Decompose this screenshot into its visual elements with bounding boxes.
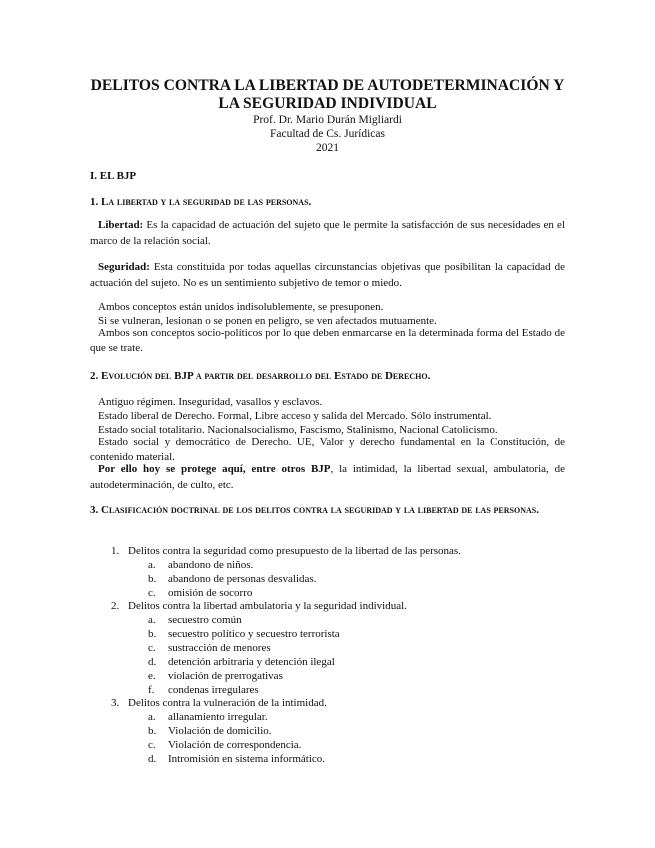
sublist-item (0, 558, 655, 572)
concepts-line-2: Si se vulneran, lesionan o se ponen en peligro, se ven afectados mutuamente. (98, 315, 437, 327)
evolution-bold-lead: Por ello hoy se protege aquí, entre otros BJP (98, 463, 331, 475)
evolution-line-4: Estado social y democrático de Derecho. UE, Valor y derecho fundamental en la Constitución, de contenido material. (90, 436, 565, 463)
sublist-item (0, 752, 655, 766)
sublist-item-letter: c. (148, 642, 156, 654)
sublist-item-letter: d. (148, 753, 157, 765)
sublist-item (0, 613, 655, 627)
list-item-text: Delitos contra la vulneración de la intimidad. (128, 697, 327, 709)
subsection-heading-number: 1. (90, 196, 101, 208)
evolution-line-1: Antiguo régimen. Inseguridad, vasallos y esclavos. (98, 396, 323, 408)
section-heading: I. EL BJP (90, 170, 137, 182)
sublist-item-text: omisión de socorro (168, 587, 253, 599)
list-item (0, 696, 655, 710)
concepts-line-3: Ambos son conceptos socio-políticos por lo que deben enmarcarse en la determinada forma del Estado de que se trate. (90, 327, 565, 354)
list-item (0, 599, 655, 613)
sublist-item-text: detención arbitraria y detención ilegal (168, 656, 335, 668)
list-item-text: Delitos contra la seguridad como presupuesto de la libertad de las personas. (128, 545, 461, 557)
sublist-item-letter: a. (148, 614, 156, 626)
sublist-item-letter: a. (148, 711, 156, 723)
subsection-heading-text: Evolución del BJP a partir del desarrollo del Estado de Derecho. (101, 370, 431, 382)
document-title-line1: DELITOS CONTRA LA LIBERTAD DE AUTODETERMINACIÓN Y (90, 77, 565, 94)
seguridad-definition: Esta constituida por todas aquellas circunstancias objetivas que posibilitan la capacidad de actuación del sujeto. No es un sentimiento subjetivo de temor o miedo. (90, 261, 565, 289)
list-item-number: 3. (111, 697, 120, 709)
subsection-heading-number: 3. (90, 504, 101, 516)
sublist-item-letter: f. (148, 684, 155, 696)
sublist-item-text: allanamiento irregular. (168, 711, 268, 723)
sublist-item (0, 627, 655, 641)
sublist-item-letter: b. (148, 628, 157, 640)
sublist-item (0, 710, 655, 724)
sublist-item-letter: b. (148, 573, 157, 585)
sublist-item-text: condenas irregulares (168, 684, 259, 696)
year: 2021 (316, 142, 339, 154)
list-item-text: Delitos contra la libertad ambulatoria y la seguridad individual. (128, 600, 407, 612)
sublist-item (0, 724, 655, 738)
sublist-item (0, 572, 655, 586)
evolution-rest: , la intimidad, la libertad sexual, ambulatoria, de autodeterminación, de culto, etc. (90, 463, 565, 491)
sublist-item-text: secuestro político y secuestro terrorista (168, 628, 340, 640)
sublist-item (0, 669, 655, 683)
seguridad-term: Seguridad: (98, 261, 150, 273)
libertad-term: Libertad: (98, 219, 144, 231)
subsection-heading-text: La libertad y la seguridad de las personas. (101, 196, 312, 208)
evolution-line-5 (90, 461, 565, 493)
sublist-item-text: Violación de domicilio. (168, 725, 272, 737)
seguridad-paragraph (90, 259, 565, 291)
sublist-item (0, 738, 655, 752)
subsection-heading-1 (90, 195, 311, 209)
sublist-item (0, 641, 655, 655)
sublist-item-letter: a. (148, 559, 156, 571)
subsection-heading-2 (90, 369, 430, 383)
sublist-item-text: Intromisión en sistema informático. (168, 753, 326, 765)
sublist-item-text: violación de prerrogativas (168, 670, 283, 682)
evolution-line-2: Estado liberal de Derecho. Formal, Libre acceso y salida del Mercado. Sólo instrumental. (98, 410, 492, 422)
sublist-item-letter: c. (148, 587, 156, 599)
sublist-item (0, 586, 655, 600)
subsection-heading-number: 2. (90, 370, 101, 382)
sublist-item-text: Violación de correspondencia. (168, 739, 302, 751)
subsection-heading-text: Clasificación doctrinal de los delitos contra la seguridad y la libertad de las personas. (101, 504, 539, 516)
sublist-item (0, 683, 655, 697)
sublist-item (0, 655, 655, 669)
list-item (0, 544, 655, 558)
libertad-definition: Es la capacidad de actuación del sujeto que le permite la satisfacción de sus necesidades en el marco de la relación social. (90, 219, 565, 247)
sublist-item-letter: d. (148, 656, 157, 668)
sublist-item-text: abandono de personas desvalidas. (168, 573, 317, 585)
sublist-item-text: secuestro común (168, 614, 242, 626)
concepts-line-1: Ambos conceptos están unidos indisolublemente, se presuponen. (98, 301, 384, 313)
sublist-item-text: sustracción de menores (168, 642, 271, 654)
sublist-item-text: abandono de niños. (168, 559, 254, 571)
list-item-number: 1. (111, 545, 120, 557)
sublist-item-letter: e. (148, 670, 156, 682)
faculty: Facultad de Cs. Jurídicas (270, 128, 385, 140)
evolution-line-3: Estado social totalitario. Nacionalsocialismo, Fascismo, Stalinismo, Nacional Catolicismo. (98, 424, 498, 436)
author: Prof. Dr. Mario Durán Migliardi (253, 114, 402, 126)
sublist-item-letter: b. (148, 725, 157, 737)
sublist-item-letter: c. (148, 739, 156, 751)
libertad-paragraph (90, 217, 565, 249)
list-item-number: 2. (111, 600, 120, 612)
subsection-heading-3 (90, 503, 565, 518)
document-title-line2: LA SEGURIDAD INDIVIDUAL (218, 95, 437, 112)
